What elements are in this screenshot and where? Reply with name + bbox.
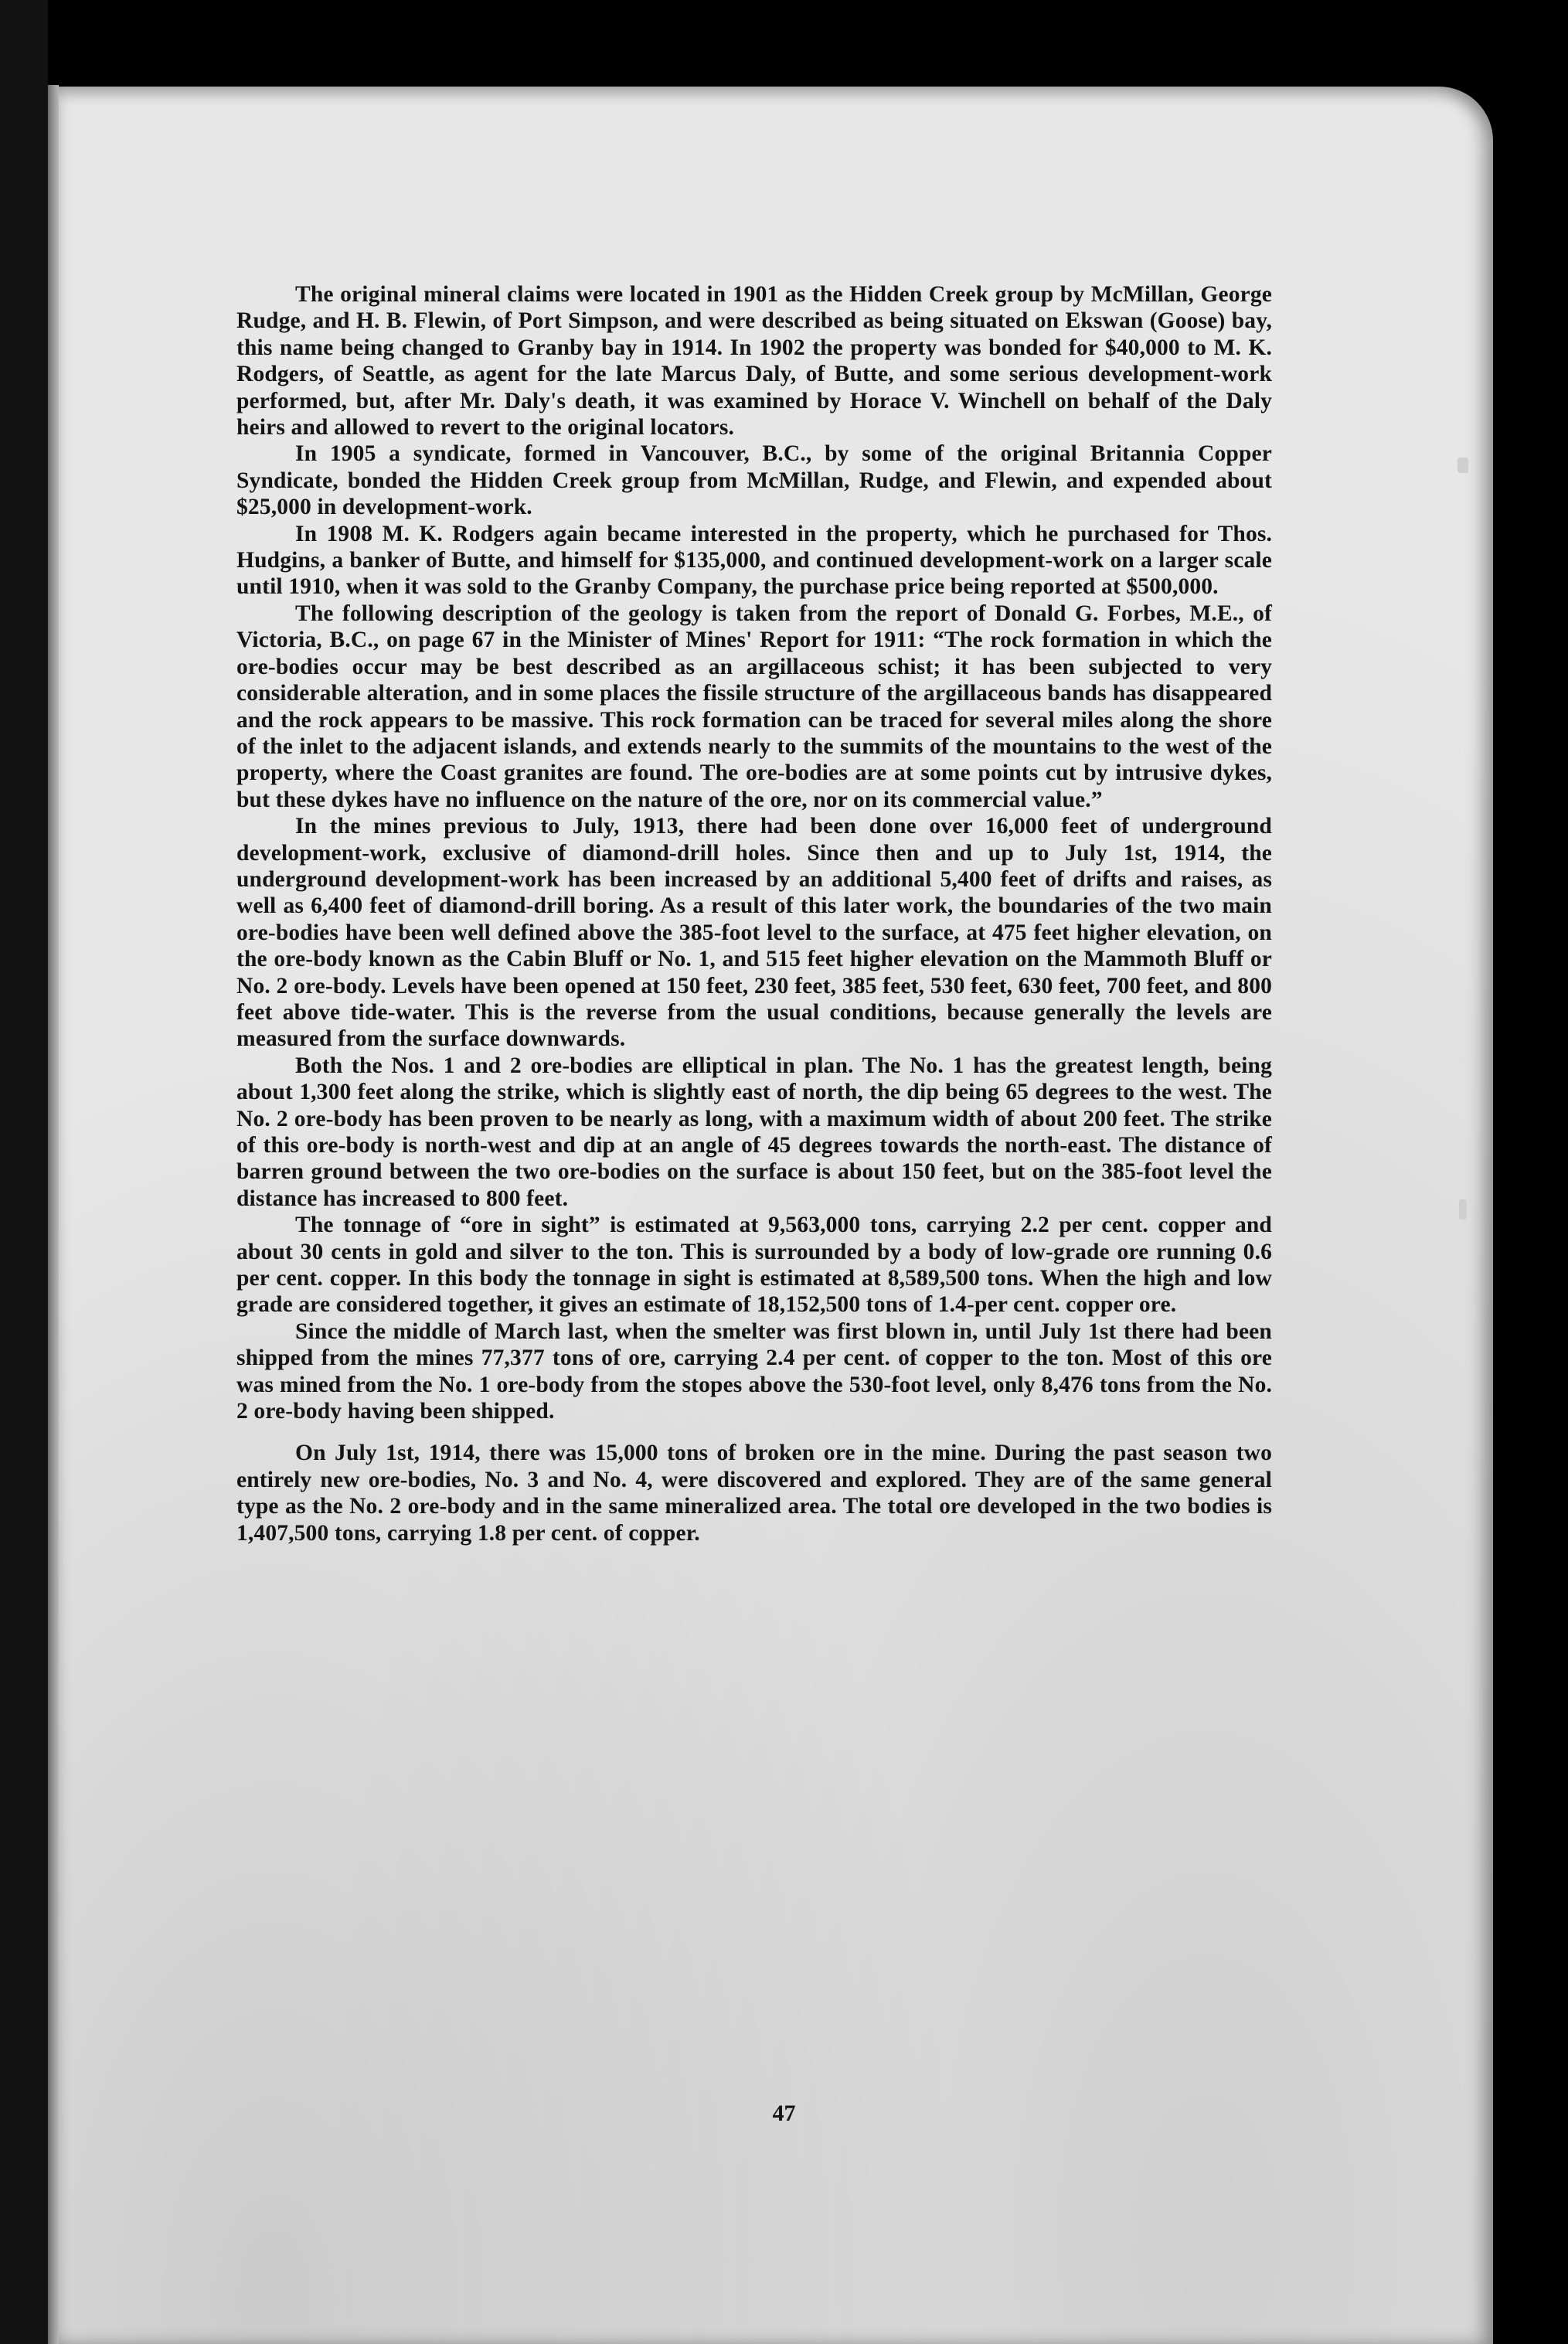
paragraph: Since the middle of March last, when the smelter was first blown in, until July 1st there had been shipped from the mines 77,377 tons of ore, carrying 2.4 per cent. of copper to the ton. Most of this ore was mined from the No. 1 ore-body from the stopes above the 530-foot level, only 8,476 tons from the No. 2 ore-body having been shipped. xyxy=(236,1318,1272,1424)
paragraph: The tonnage of “ore in sight” is estimated at 9,563,000 tons, carrying 2.2 per cent. copper and about 30 cents in gold and silver to the ton. This is surrounded by a body of low-grade ore running 0.6 per cent. copper. In this body the tonnage in sight is estimated at 8,589,500 tons. When the high and low grade are considered together, it gives an estimate of 18,152,500 tons of 1.4-per cent. copper ore. xyxy=(236,1213,1272,1318)
paragraph: In 1908 M. K. Rodgers again became interested in the property, which he purchased for Thos. Hudgins, a banker of Butte, and himself for $135,000, and continued development-work on a larger scale until 1910, when it was sold to the Granby Company, the purchase price being reported at $500,000. xyxy=(236,521,1272,600)
paragraph: The following description of the geology is taken from the report of Donald G. Forbes, M.E., of Victoria, B.C., on page 67 in the Minister of Mines' Report for 1911: “The rock formation in which the ore-bodies occur may be best described as an argillaceous schist; it has been subjected to very considerable alteration, and in some places the fissile structure of the argillaceous bands has disappeared and the rock appears to be massive. This rock formation can be traced for several miles along the shore of the inlet to the adjacent islands, and extends nearly to the summits of the mountains to the west of the property, where the Coast granites are found. The ore-bodies are at some points cut by intrusive dykes, but these dykes have no influence on the nature of the ore, nor on its commercial value.” xyxy=(236,600,1272,812)
page-edge-mark xyxy=(1457,458,1468,473)
paragraph: Both the Nos. 1 and 2 ore-bodies are elliptical in plan. The No. 1 has the greatest length, being about 1,300 feet along the strike, which is slightly east of north, the dip being 65 degrees to the west. The No. 2 ore-body has been proven to be nearly as long, with a maximum width of about 200 feet. The strike of this ore-body is north-west and dip at an angle of 45 degrees towards the north-east. The distance of barren ground between the two ore-bodies on the surface is about 150 feet, but on the 385-foot level the distance has increased to 800 feet. xyxy=(236,1053,1272,1211)
book-spine-edge xyxy=(48,85,59,2344)
paragraph: On July 1st, 1914, there was 15,000 tons of broken ore in the mine. During the past season two entirely new ore-bodies, No. 3 and No. 4, were discovered and explored. They are of the same general type as the No. 2 ore-body and in the same mineralized area. The total ore developed in the two bodies is 1,407,500 tons, carrying 1.8 per cent. of copper. xyxy=(236,1441,1272,1546)
paragraph: The original mineral claims were located in 1901 as the Hidden Creek group by McMillan, George Rudge, and H. B. Flewin, of Port Simpson, and were described as being situated on Ekswan (Goose) bay, this name being changed to Granby bay in 1914. In 1902 the property was bonded for $40,000 to M. K. Rodgers, of Seattle, as agent for the late Marcus Daly, of Butte, and some serious development-work performed, but, after Mr. Daly's death, it was examined by Horace V. Winchell on behalf of the Daly heirs and allowed to revert to the original locators. xyxy=(236,282,1272,441)
page-edge-mark xyxy=(1459,1199,1467,1220)
page-number: 47 xyxy=(772,2101,796,2126)
scan-dark-border xyxy=(0,0,48,2344)
paragraph: In the mines previous to July, 1913, there had been done over 16,000 feet of underground development-work, exclusive of diamond-drill holes. Since then and up to July 1st, 1914, the underground development-work has been increased by an additional 5,400 feet of drifts and raises, as well as 6,400 feet of diamond-drill boring. As a result of this later work, the boundaries of the two main ore-bodies have been well defined above the 385-foot level to the surface, at 475 feet higher elevation, on the ore-body known as the Cabin Bluff or No. 1, and 515 feet higher elevation on the Mammoth Bluff or No. 2 ore-body. Levels have been opened at 150 feet, 230 feet, 385 feet, 530 feet, 630 feet, 700 feet, and 800 feet above tide-water. This is the reverse from the usual conditions, because generally the levels are measured from the surface downwards. xyxy=(236,814,1272,1052)
body-text xyxy=(236,281,1272,1546)
paragraph: In 1905 a syndicate, formed in Vancouver, B.C., by some of the original Britannia Copper Syndicate, bonded the Hidden Creek group from McMillan, Rudge, and Flewin, and expended about $25,000 in development-work. xyxy=(236,441,1272,520)
